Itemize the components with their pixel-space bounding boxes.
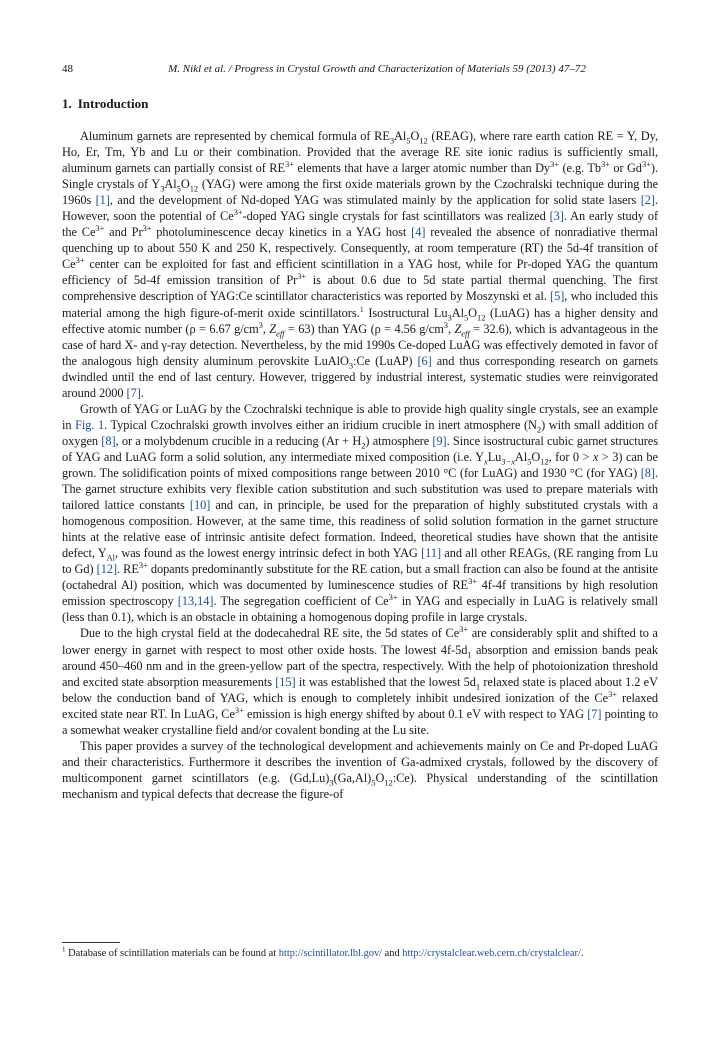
- text-run: Due to the high crystal field at the dodecahedral RE site, the 5d states of Ce: [80, 626, 460, 641]
- body-paragraph: [62, 625, 658, 737]
- subscript: 12: [477, 311, 486, 322]
- text-run: 4f-4f transitions by high resolution emission spectroscopy: [62, 578, 659, 609]
- page-header: [62, 62, 658, 76]
- body-paragraph: [62, 128, 658, 401]
- subscript: 1: [475, 681, 481, 692]
- text-run: and all other REAGs, (RE ranging from Lu to Gd): [62, 546, 659, 577]
- text-run: = 63) than YAG (ρ = 4.56 g/cm: [284, 321, 444, 336]
- text-run: (REAG), where rare earth cation RE = Y, Dy, Ho, Er, Tm, Yb and Lu or their combination. Provided that the average RE site ionic radius is sufficiently small, aluminum garnets can partially consist of RE: [62, 129, 658, 176]
- text-run: This paper provides a survey of the technological development and achievements mainly on Ce and Pr-doped LuAG and their characteristics. Furthermore it describes the invention of Ga-admixed crystals, followed by the discovery of multicomponent garnet scintillators (e.g. (Gd,Lu): [62, 738, 658, 785]
- citation-link[interactable]: [15]: [275, 674, 296, 689]
- text-run: . Since isostructural cubic garnet structures of YAG and LuAG form a solid solution, any intermediate mixed composition (i.e. Y: [62, 433, 658, 464]
- subscript: 5: [371, 777, 376, 788]
- superscript: 3+: [550, 158, 560, 169]
- citation-link[interactable]: [5]: [550, 289, 565, 304]
- text-run: dopants predominantly substitute for the RE cation, but a small fraction can also be found at the antisite (octahedral Al) position, which was documented by luminescence studies of RE: [62, 562, 658, 593]
- footnote-text-mid: and: [382, 948, 403, 959]
- citation-link[interactable]: [7]: [587, 706, 602, 721]
- text-run: O: [531, 449, 541, 464]
- citation-link[interactable]: [10]: [189, 498, 211, 513]
- text-run: = 32.6), which is advantageous in the case of hard X- and γ-ray detection. Nevertheless, by the mid 1990s Ce-doped LuAG was effectively demoted in favor of the analogous high density aluminum perovskite LuAlO: [62, 321, 658, 368]
- text-run: . The garnet structure exhibits very flexible cation substitution and such substitution was used to prepare materials with tailored lattice constants: [62, 465, 658, 513]
- article-page: [62, 62, 658, 802]
- text-run: or Gd: [609, 161, 642, 176]
- superscript: 3+: [95, 223, 105, 234]
- text-run: Aluminum garnets are represented by chemical formula of RE: [80, 129, 390, 143]
- footnote-text: Database of scintillation materials can be found at: [65, 948, 279, 959]
- text-run: (LuAG) has a higher density and effective atomic number (ρ = 6.67 g/cm: [62, 305, 658, 336]
- text-run: . RE: [117, 562, 139, 577]
- text-run: . The segregation coefficient of Ce: [213, 594, 389, 609]
- text-run: , and the development of Nd-doped YAG was stimulated mainly by the application for solid state lasers: [109, 193, 641, 208]
- footnote-text-end: .: [580, 948, 584, 959]
- superscript: 3+: [233, 207, 243, 218]
- subscript: 3: [389, 135, 395, 146]
- subscript: Al: [106, 552, 115, 563]
- citation-link[interactable]: [2]: [640, 193, 655, 208]
- text-run: , for 0 >: [548, 449, 593, 464]
- running-head: M. Nikl et al. / Progress in Crystal Growth and Characterization of Materials 59 (2013) 47–72: [168, 63, 586, 75]
- subscript: 5: [527, 456, 532, 467]
- text-run: ) atmosphere: [365, 433, 433, 448]
- citation-link[interactable]: [8]: [640, 465, 655, 480]
- subscript: x: [483, 456, 488, 467]
- superscript: 3+: [284, 158, 294, 169]
- citation-link[interactable]: [13,14]: [177, 594, 214, 609]
- text-run: ). Single crystals of Y: [62, 161, 658, 192]
- citation-link[interactable]: [9]: [432, 433, 447, 448]
- footnote-link-lbl[interactable]: http://scintillator.lbl.gov/: [278, 948, 383, 959]
- text-run: relaxed excited state near RT. In LuAG, Ce: [62, 690, 658, 721]
- text-run: Al: [394, 129, 407, 143]
- superscript: 3+: [608, 688, 618, 699]
- text-run: Al: [451, 305, 464, 320]
- text-run: O: [180, 177, 190, 192]
- text-run: , or a molybdenum crucible in a reducing (Ar + H: [115, 433, 362, 448]
- article-body: [62, 128, 658, 802]
- text-run: photoluminescence decay kinetics in a YAG host: [151, 225, 412, 240]
- superscript: 3: [443, 319, 448, 330]
- citation-link[interactable]: [3]: [549, 209, 564, 224]
- page-number: 48: [62, 63, 73, 75]
- text-run: elements that have a larger atomic number than Dy: [293, 161, 551, 176]
- text-run: center can be exploited for fast and efficient scintillation in a YAG host, while for Pr-doped YAG the quantum efficiency of 5d-4f emission transition of Pr: [62, 257, 658, 288]
- subscript: 5: [463, 311, 469, 322]
- section-heading: [62, 96, 658, 112]
- text-run: > 3) can be grown. The solidification points of mixed compositions range between 2010 °C (for LuAG) and 1930 °C (for YAG): [62, 449, 658, 480]
- text-run: (e.g. Tb: [559, 161, 601, 176]
- subscript: 3−x: [501, 456, 515, 467]
- subscript: 5: [406, 135, 411, 146]
- superscript: 3+: [641, 158, 651, 169]
- superscript: 3+: [388, 592, 398, 603]
- text-run: and Pr: [104, 225, 143, 240]
- text-run: Al: [514, 449, 528, 464]
- citation-link[interactable]: [1]: [95, 193, 110, 208]
- superscript: 3+: [234, 704, 244, 715]
- body-paragraph: [62, 738, 658, 802]
- text-run: revealed the absence of nonradiative thermal quenching up to about 550 K and 250 K, respectively. Consequently, at room temperature (RT) the 5d-4f transition of Ce: [62, 225, 659, 272]
- superscript: 3+: [138, 560, 148, 571]
- section-number: 1.: [62, 96, 72, 111]
- superscript: 3+: [468, 576, 478, 587]
- text-run: :Ce). Physical understanding of the scintillation mechanism and typical defects that decrease the figure-of: [62, 770, 658, 801]
- citation-link[interactable]: [6]: [417, 353, 432, 368]
- italic-symbol: x: [592, 449, 599, 464]
- text-run: absorption and emission bands peak around 450–460 nm and in the green-yellow part of the spectra, respectively. With the help of photoionization threshold and excited state absorption measurements: [62, 642, 658, 689]
- text-run: and can, in principle, be used for the preparation of highly substituted crystals with a homogenous composition. However, at the same time, this readiness of solid solution formation in the garnet structure hints at the relative ease of intrinsic antisite defect formation. Indeed, theoretical studies have shown that the antisite defect, Y: [62, 498, 659, 561]
- citation-link[interactable]: [8]: [101, 433, 116, 448]
- body-paragraph: [62, 401, 658, 626]
- text-run: it was established that the lowest 5d: [295, 674, 476, 689]
- text-run: and thus corresponding research on garnets dwindled until the end of last century. However, triggered by industrial interest, systematic studies were reinvigorated around 2000: [62, 353, 658, 400]
- text-run: ,: [262, 321, 270, 336]
- text-run: -doped YAG single crystals for fast scintillators was realized: [242, 209, 550, 224]
- subscript: 12: [189, 183, 199, 194]
- subscript: eff: [276, 328, 285, 339]
- superscript: 3+: [142, 223, 152, 234]
- text-run: :Ce (LuAP): [353, 353, 418, 368]
- text-run: , who included this material among the high figure-of-merit oxide scintillators.: [62, 289, 658, 320]
- superscript: 3+: [459, 624, 469, 635]
- superscript: 3+: [297, 271, 307, 282]
- text-run: relaxed state is placed about 1.2 eV below the conduction band of YAG, which is enough to completely inhibit undesired ionization of the Ce: [62, 674, 658, 705]
- text-run: in YAG and especially in LuAG is relatively small (less than 0.1), which is an obstacle in obtaining a homogenous doping profile in large crystals.: [62, 594, 659, 625]
- section-title: Introduction: [77, 96, 149, 111]
- text-run: O: [468, 305, 478, 320]
- superscript: 3+: [75, 255, 85, 266]
- text-run: (Ga,Al): [333, 770, 372, 785]
- subscript: 2: [361, 440, 366, 451]
- subscript: 3: [348, 360, 354, 371]
- citation-link[interactable]: [4]: [411, 225, 426, 240]
- text-run: O: [410, 129, 420, 143]
- subscript: 3: [447, 311, 452, 322]
- text-run: Al: [164, 177, 177, 192]
- italic-symbol: Z: [269, 321, 277, 336]
- subscript: 3: [329, 777, 334, 788]
- text-run: are considerably split and shifted to a lower energy in garnet with respect to most other oxide hosts. The lowest 4f-5d: [62, 626, 658, 657]
- subscript: eff: [461, 328, 470, 339]
- text-run: is about 0.6 due to 5d state partial thermal quenching. The first comprehensive description of YAG:Ce scintillator characteristics was reported by Moszynski et al.: [62, 273, 658, 304]
- text-run: emission is high energy shifted by about 0.1 eV with respect to YAG: [243, 706, 588, 721]
- subscript: 12: [419, 135, 428, 146]
- text-run: . An early study of the Ce: [62, 209, 658, 240]
- footnote: [62, 946, 658, 961]
- text-run: ) with small addition of oxygen: [62, 417, 658, 448]
- subscript: 5: [176, 183, 181, 194]
- subscript: 1: [467, 648, 472, 659]
- subscript: 12: [540, 456, 549, 467]
- superscript: 3+: [600, 158, 610, 169]
- text-run: Isostructural Lu: [363, 305, 448, 320]
- text-run: , was found as the lowest energy intrinsic defect in both YAG: [115, 546, 422, 561]
- subscript: 12: [384, 777, 393, 788]
- text-run: pointing to a somewhat weaker crystalline field and/or covalent bonding at the Lu site.: [62, 706, 659, 737]
- citation-link[interactable]: [12]: [96, 562, 118, 577]
- citation-link[interactable]: Fig. 1: [75, 417, 105, 432]
- italic-symbol: Z: [454, 321, 462, 336]
- text-run: (YAG) were among the first oxide materials grown by the Czochralski technique during the 1960s: [62, 177, 658, 208]
- citation-link[interactable]: [7]: [126, 385, 141, 400]
- footnote-link-cern[interactable]: http://crystalclear.web.cern.ch/crystalclear/: [402, 948, 581, 959]
- subscript: 2: [536, 424, 542, 435]
- text-run: Lu: [487, 449, 502, 464]
- superscript: 3: [258, 319, 263, 330]
- footnote-marker: 1: [62, 945, 66, 954]
- text-run: .: [140, 385, 144, 400]
- text-run: ,: [448, 321, 455, 336]
- subscript: 3: [160, 183, 165, 194]
- text-run: O: [375, 770, 385, 785]
- citation-link[interactable]: [11]: [421, 546, 442, 561]
- text-run: . However, soon the potential of Ce: [62, 193, 658, 224]
- footnote-ref-link[interactable]: 1: [359, 303, 364, 314]
- text-run: Growth of YAG or LuAG by the Czochralski technique is able to provide high quality single crystals, see an example in: [62, 401, 658, 432]
- text-run: . Typical Czochralski growth involves either an iridium crucible in inert atmosphere (N: [104, 417, 537, 432]
- footnote-divider: [62, 942, 120, 943]
